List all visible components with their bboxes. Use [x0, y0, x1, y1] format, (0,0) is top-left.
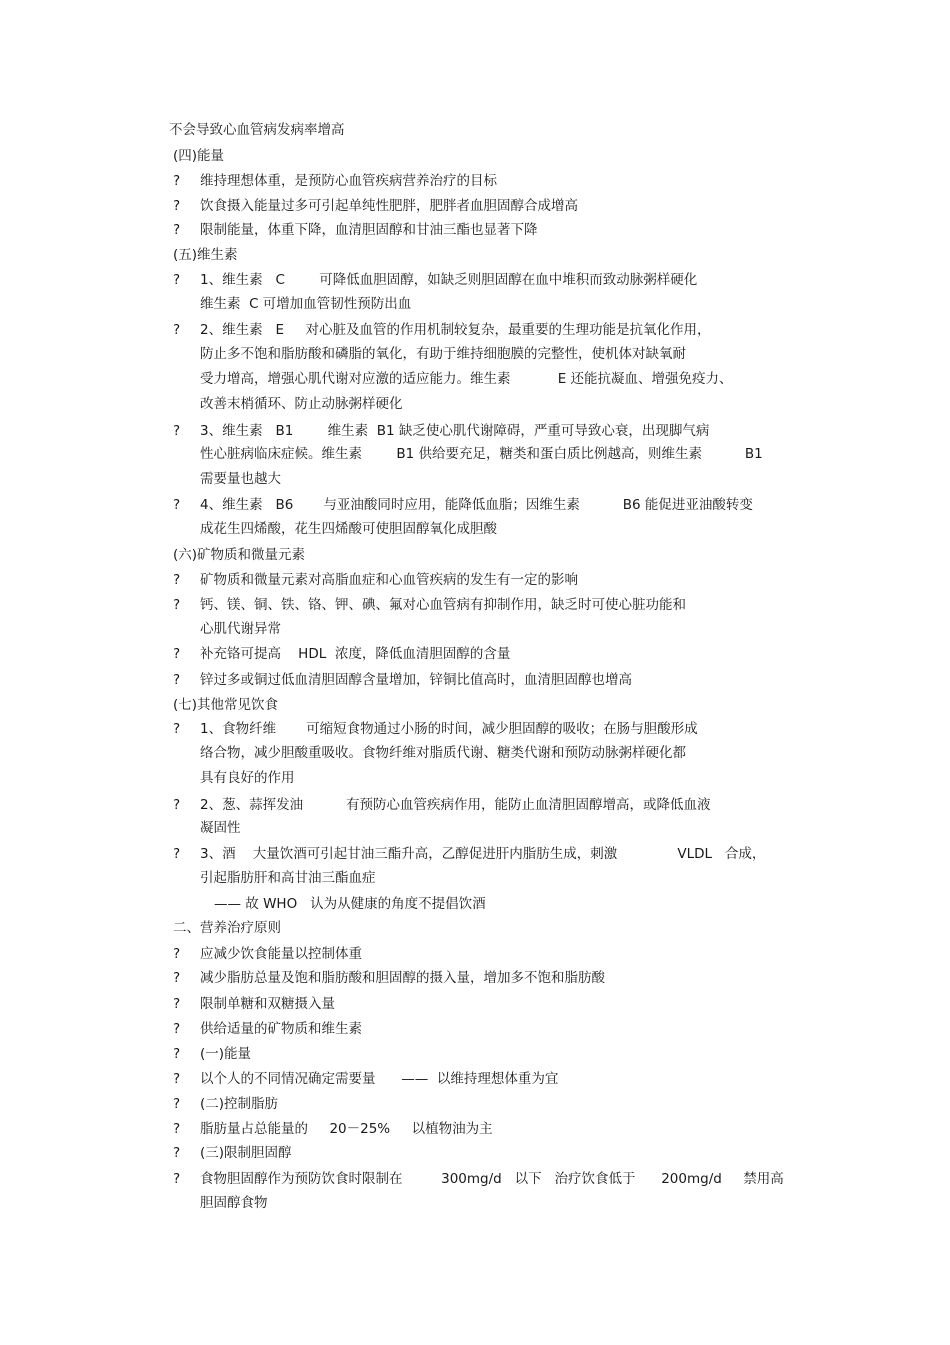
bullet-marker: ?: [173, 721, 181, 737]
bullet-marker: ?: [173, 1121, 181, 1137]
bullet-text: 胆固醇食物: [200, 1195, 268, 1211]
bullet-text: 减少脂肪总量及饱和脂肪酸和胆固醇的摄入量，增加多不饱和脂肪酸: [200, 970, 605, 986]
section-heading: (五)维生素: [173, 247, 238, 263]
bullet-text: 3、维生素 B1 维生素 B1 缺乏使心肌代谢障碍，严重可导致心衰，出现脚气病: [200, 423, 710, 439]
bullet-text: 成花生四烯酸，花生四烯酸可使胆固醇氧化成胆酸: [200, 521, 497, 537]
bullet-marker: ?: [173, 597, 181, 613]
bullet-text: 食物胆固醇作为预防饮食时限制在 300mg/d 以下 治疗饮食低于 200mg/d 禁用高: [200, 1171, 784, 1187]
bullet-marker: ?: [173, 1096, 181, 1112]
bullet-text: 矿物质和微量元素对高脂血症和心血管疾病的发生有一定的影响: [200, 572, 578, 588]
bullet-marker: ?: [173, 996, 181, 1012]
bullet-text: 1、食物纤维 可缩短食物通过小肠的时间，减少胆固醇的吸收；在肠与胆酸形成: [200, 721, 698, 737]
section-heading: (四)能量: [173, 148, 225, 164]
bullet-text: (二)控制脂肪: [200, 1096, 279, 1112]
bullet-text: 限制能量，体重下降，血清胆固醇和甘油三酯也显著下降: [200, 222, 538, 238]
bullet-text: 钙、镁、铜、铁、铬、钾、碘、氟对心血管病有抑制作用，缺乏时可使心脏功能和: [200, 597, 686, 613]
bullet-text: 锌过多或铜过低血清胆固醇含量增加，锌铜比值高时，血清胆固醇也增高: [200, 672, 632, 688]
bullet-text: 受力增高，增强心肌代谢对应激的适应能力。维生素 E 还能抗凝血、增强免疫力、: [200, 371, 733, 387]
bullet-text: —— 故 WHO 认为从健康的角度不提倡饮酒: [214, 896, 486, 912]
bullet-marker: ?: [173, 1046, 181, 1062]
bullet-marker: ?: [173, 1021, 181, 1037]
bullet-text: 脂肪量占总能量的 20－25% 以植物油为主: [200, 1121, 493, 1137]
bullet-marker: ?: [173, 1171, 181, 1187]
bullet-marker: ?: [173, 672, 181, 688]
bullet-text: 维持理想体重，是预防心血管疾病营养治疗的目标: [200, 173, 497, 189]
bullet-text: 补充铬可提高 HDL 浓度，降低血清胆固醇的含量: [200, 646, 511, 662]
bullet-text: (一)能量: [200, 1046, 252, 1062]
bullet-text: 限制单糖和双糖摄入量: [200, 996, 335, 1012]
bullet-text: 络合物，减少胆酸重吸收。食物纤维对脂质代谢、糖类代谢和预防动脉粥样硬化都: [200, 745, 686, 761]
bullet-text: 供给适量的矿物质和维生素: [200, 1021, 362, 1037]
bullet-marker: ?: [173, 222, 181, 238]
section-heading: (七)其他常见饮食: [173, 697, 279, 713]
bullet-marker: ?: [173, 497, 181, 513]
bullet-marker: ?: [173, 846, 181, 862]
bullet-text: 具有良好的作用: [200, 770, 295, 786]
text-line: 不会导致心血管病发病率增高: [169, 122, 345, 138]
bullet-text: 以个人的不同情况确定需要量 —— 以维持理想体重为宜: [200, 1071, 559, 1087]
bullet-marker: ?: [173, 1145, 181, 1161]
bullet-text: 4、维生素 B6 与亚油酸同时应用，能降低血脂；因维生素 B6 能促进亚油酸转变: [200, 497, 753, 513]
bullet-marker: ?: [173, 646, 181, 662]
bullet-text: 饮食摄入能量过多可引起单纯性肥胖，肥胖者血胆固醇合成增高: [200, 198, 578, 214]
bullet-text: 3、酒 大量饮酒可引起甘油三酯升高，乙醇促进肝内脂肪生成，刺激 VLDL 合成，: [200, 846, 766, 862]
section-heading: (六)矿物质和微量元素: [173, 547, 306, 563]
bullet-marker: ?: [173, 198, 181, 214]
bullet-text: 1、维生素 C 可降低血胆固醇，如缺乏则胆固醇在血中堆积而致动脉粥样硬化: [200, 272, 698, 288]
bullet-text: 心肌代谢异常: [200, 621, 281, 637]
bullet-text: 应减少饮食能量以控制体重: [200, 946, 362, 962]
bullet-marker: ?: [173, 423, 181, 439]
bullet-marker: ?: [173, 797, 181, 813]
bullet-text: 引起脂肪肝和高甘油三酯血症: [200, 870, 376, 886]
bullet-marker: ?: [173, 970, 181, 986]
bullet-marker: ?: [173, 173, 181, 189]
bullet-text: 2、维生素 E 对心脏及血管的作用机制较复杂，最重要的生理功能是抗氧化作用，: [200, 322, 711, 338]
bullet-text: 凝固性: [200, 820, 241, 836]
bullet-text: 防止多不饱和脂肪酸和磷脂的氧化，有助于维持细胞膜的完整性，使机体对缺氧耐: [200, 346, 686, 362]
bullet-marker: ?: [173, 272, 181, 288]
section-heading: 二、营养治疗原则: [173, 920, 281, 936]
bullet-text: (三)限制胆固醇: [200, 1145, 292, 1161]
bullet-marker: ?: [173, 322, 181, 338]
bullet-text: 改善末梢循环、防止动脉粥样硬化: [200, 396, 403, 412]
bullet-marker: ?: [173, 572, 181, 588]
bullet-text: 性心脏病临床症候。维生素 B1 供给要充足，糖类和蛋白质比例越高，则维生素 B1: [200, 446, 763, 462]
bullet-text: 2、葱、蒜挥发油 有预防心血管疾病作用，能防止血清胆固醇增高，或降低血液: [200, 797, 711, 813]
bullet-text: 需要量也越大: [200, 471, 281, 487]
bullet-marker: ?: [173, 1071, 181, 1087]
bullet-text: 维生素 C 可增加血管韧性预防出血: [200, 296, 412, 312]
bullet-marker: ?: [173, 946, 181, 962]
